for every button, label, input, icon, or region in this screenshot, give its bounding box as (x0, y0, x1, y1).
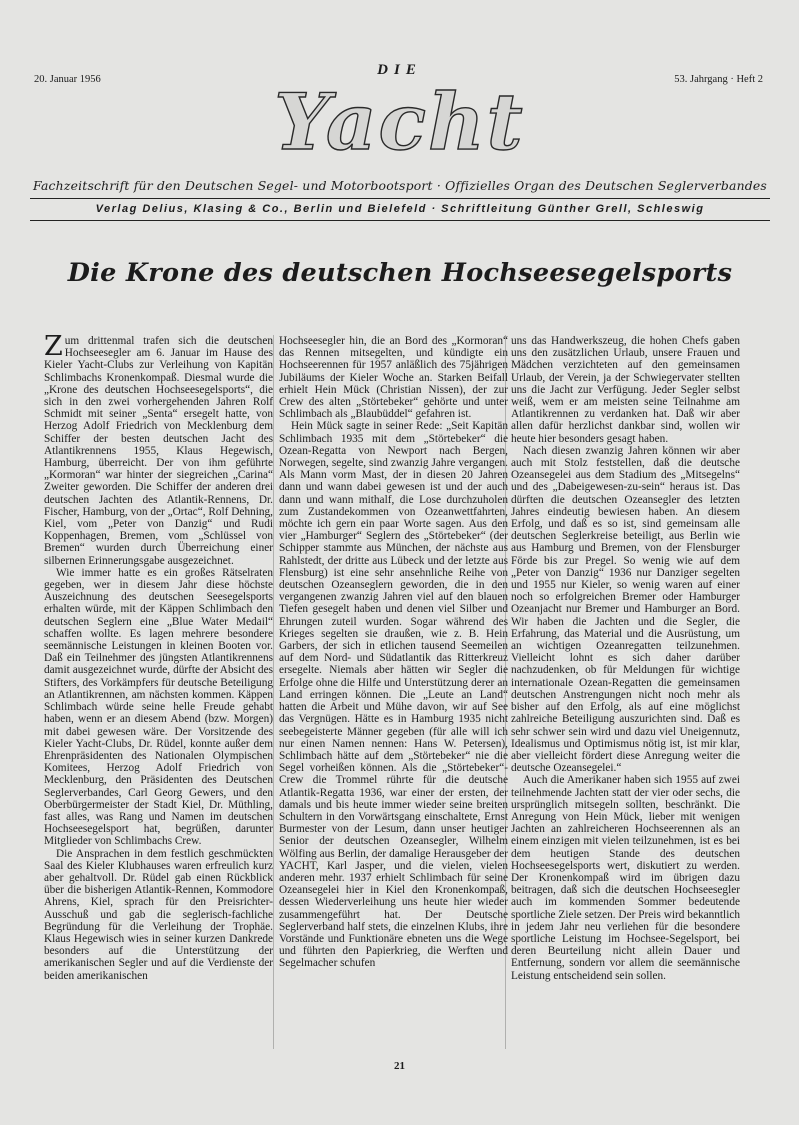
masthead-rule-bottom (30, 220, 770, 221)
masthead-subtitle: Fachzeitschrift für den Deutschen Segel- und Motorbootsport · Offizielles Organ des Deutschen Seglerverbandes (33, 178, 767, 193)
publisher-line: Verlag Delius, Klasing & Co., Berlin und Bielefeld · Schriftleitung Günther Grell, Schleswig (95, 203, 705, 215)
article-paragraph: Die Ansprachen in dem festlich geschmückten Saal des Kieler Klubhauses waren erfreulich kurz aber gehaltvoll. Dr. Rüdel gab einen Rückblick über die bisherigen Atlantik-Rennen, Kommodore Ahrens, Kiel, sprach für den Preisrichter-Ausschuß und gab die seglerisch-fachliche Begründung für die Verleihung der Trophäe. Klaus Hegewisch wies in seiner kurzen Dankrede besonders auf die Unterstützung der amerikanischen Segler und auf die Verdienste der beiden amerikanischen (44, 847, 273, 982)
masthead-logo: Yacht (274, 77, 525, 168)
page-number: 21 (394, 1060, 405, 1072)
article-headline: Die Krone des deutschen Hochseesegelsports (67, 258, 733, 288)
masthead-rule-top (30, 198, 770, 199)
article-paragraph: Hochseesegler hin, die an Bord des „Kormoran“ das Rennen mitsegelten, und kündigte ein Hochseerennen für 1957 anläßlich des 75jährigen Jubiläums der Kieler Woche an. Starken Beifall erhielt Hein Mück (Christian Nissen), der zur Crew des alten „Störtebeker“ gehörte und unter Schlimbach als „Blaubüddel“ gefahren ist. (279, 335, 508, 421)
article-column-3 (511, 335, 740, 982)
drop-cap: Z (44, 331, 63, 362)
article-paragraph: uns das Handwerkszeug, die hohen Chefs gaben uns den zusätzlichen Urlaub, unsere Frauen und Mädchen verzichteten auf den gemeinsamen Urlaub, der Verein, ja der Schwiegervater stellten uns die Jacht zur Verfügung. Jeder Segler selbst weiß, wem er am meisten seine Teilnahme am Atlantikrennen zu verdanken hat. Daß wir aber allen dafür herzlichst dankbar sind, wollen wir heute hier besonders gesagt haben. (511, 335, 740, 445)
article-paragraph: Nach diesen zwanzig Jahren können wir aber auch mit Stolz feststellen, daß die deutsche Ozeansegelei aus dem Stadium des „Mitsegelns“ und des „Dabeigewesen-zu-sein“ heraus ist. Das dürften die deutschen Ozeansegler des letzten Jahres eindeutig bewiesen haben. An diesem Erfolg, und daß es so ist, sind gemeinsam alle deutschen Seglerkreise beteiligt, aus Berlin wie aus Hamburg und Bremen, von der Flensburger Förde bis zur Pregel. So wenig wie auf dem „Peter von Danzig“ 1936 nur Danziger segelten und 1955 nur Kieler, so wenig waren auf einer noch so erfolgreichen Bremer oder Hamburger Ozeanjacht nur Bremer und Hamburger an Bord. Wir haben die Jachten und die Segler, die Erfahrung, das Material und die Ausrüstung, um an wichtigen Ozeanregatten teilzunehmen. Vielleicht lohnt es sich daher darüber nachzudenken, ob für Meldungen für wichtige internationale Ozean-Regatten die gemeinsamen deutschen Anstrengungen nicht noch mehr als bisher auf den Erfolg, als auf eine möglichst zahlreiche Beteiligung auszurichten sind. Daß es sehr schwer sein wird und dazu viel Uneigennutz, Idealismus und Optimismus nötig ist, ist mir klar, aber vielleicht fördert diese Anregung weiter die deutsche Ozeansegelei.“ (511, 444, 740, 775)
issue-number: 53. Jahrgang · Heft 2 (674, 74, 763, 85)
article-paragraph (44, 331, 273, 567)
article-paragraph: Auch die Amerikaner haben sich 1955 auf zwei teilnehmende Jachten statt der vier oder sechs, die ursprünglich mitsegeln sollten, beschränkt. Die Anregung von Hein Mück, lieber mit wenigen Jachten an zahlreicheren Hochseerennen als an einem einzigen mit vielen teilzunehmen, ist es bei dem heutigen Stande des deutschen Hochseesegelsports wert, diskutiert zu werden. Der Kronenkompaß wird im übrigen dazu beitragen, daß sich die deutschen Hochseesegler auch im kommenden Sommer bedeutende sportliche Ziele setzen. Der Preis wird bekanntlich in jedem Jahr neu verliehen für die besondere sportliche Leistung im Hochsee-Segelsport, bei deren Beurteilung nicht allein Dauer und Entfernung, sondern vor allem die seemännische Leistung entscheidend sein sollen. (511, 774, 740, 982)
article-paragraph: Hein Mück sagte in seiner Rede: „Seit Kapitän Schlimbach 1935 mit dem „Störtebeker“ die Ozean-Regatta von Newport nach Bergen, Norwegen, segelte, sind zwanzig Jahre vergangen. Als Mann vorm Mast, der in diesen 20 Jahren dann und wann dabei gewesen ist und der auch dann und wann mithalf, die Lose durchzuholen zum Zustandekommen von Ozeanwettfahrten, möchte ich gern ein paar Worte sagen. Aus den vier „Hamburger“ Seglern des „Störtebeker“ (der Schipper stammte aus München, der nächste aus Rahlstedt, der dritte aus Lübeck und der letzte aus Flensburg) ist eine sehr ansehnliche Reihe von deutschen Ozeanseglern geworden, die in den vergangenen zwanzig Jahren viel auf den blauen Tiefen gesegelt haben und denen viel Silber und Ehrungen zuteil wurden. Sogar während des Krieges segelten sie draußen, wie z. B. Hein Garbers, der sich in etlichen tausend Seemeilen auf dem Nord- und Südatlantik das Ritterkreuz ersegelte. Niemals aber hätten wir Segler die Erfolge ohne die Hilfe und Unterstützung derer an Land erringen können. Die „Leute an Land“ hatten die Arbeit und Mühe davon, wir auf See das Vergnügen. Hätte es in Hamburg 1935 nicht seebegeisterte Männer gegeben (für alle will ich nur einen Namen nennen: Hans W. Petersen), Schlimbach hätte auf dem „Störtebeker“ nie die Segel vorheißen können. Als die „Störtebeker“-Crew die Trommel rührte für die deutsche Atlantik-Regatta 1936, war einer der ersten, der damals und bis heute immer wieder seine breiten Schultern in den Vorwärtsgang einschaltete, Ernst Burmester von der Lesum, dann unser heutiger Senior der deutschen Ozeansegler, Wilhelm Wölfing aus Berlin, der damalige Herausgeber der YACHT, Karl Jasper, und die vielen, vielen anderen mehr. 1937 erhielt Schlimbach für seine Ozeansegelei hier in Kiel den Kronenkompaß, dessen Wiederverleihung uns heute hier wieder zusammengeführt hat. Der Deutsche Seglerverband half stets, die einzelnen Klubs, ihre Vorstände und Funktionäre ebneten uns die Wege und führten den Papierkrieg, die Werften und Segelmacher schufen (279, 420, 508, 970)
article-column-2 (279, 335, 508, 970)
article-paragraph: Wie immer hatte es ein großes Rätselraten gegeben, wer in diesem Jahr diese höchste Auszeichnung des deutschen Seesegelsports erhalten würde, mit der Käppen Schlimbach den deutschen Seglern eine „Blue Water Medail“ schaffen wollte. Es lagen mehrere besondere seemännische Leistungen in kleinen Booten vor. Daß ein Teilnehmer des jüngsten Atlantikrennens damit ausgezeichnet wurde, dürfte der Absicht des Stifters, des Vorkämpfers für deutsche Beteiligung an Atlantikrennen, am nächsten kommen. Käppen Schlimbach würde seine helle Freude gehabt haben, wenn er an diesem Abend (bzw. Morgen) mit dabei gewesen wäre. Der Vorsitzende des Kieler Yacht-Clubs, Dr. Rüdel, konnte außer dem Ehrenpräsidenten des Nationalen Olympischen Komitees, Herzog Adolf Friedrich von Mecklenburg, den Präsidenten des Deutschen Seglerverbandes, Carl Georg Gewers, und den Oberbürgermeister der Stadt Kiel, Dr. Müthling, fast alles, was Rang und Namen im deutschen Hochseesegelsport hat, begrüßen, darunter Mitglieder von Schlimbachs Crew. (44, 566, 273, 848)
column-divider (273, 335, 274, 1049)
article-column-1 (44, 331, 273, 982)
masthead-die: DIE (377, 62, 422, 78)
paragraph-text: um drittenmal trafen sich die deutschen Hochseesegler am 6. Januar im Hause des Kieler Yacht-Clubs zur Verleihung von Kapitän Schlimbachs Kronenkompaß. Diesmal wurde die „Krone des deutschen Hochseesegelsports“, die sich in den zwei vorhergehenden Jahren Rolf Schmidt mit seiner „Senta“ ersegelt hatte, von Herzog Adolf Friedrich von Mecklenburg dem Schiffer der besten deutschen Jacht des Atlantikrennens 1955, Klaus Hegewisch, Hamburg, überreicht. Der von ihm geführte „Kormoran“ war hinter der siegreichen „Carina“ Zweiter geworden. Die Schiffer der anderen drei deutschen Jachten des Atlantik-Rennens, Dr. Fischer, Hamburg, von der „Ortac“, Rolf Dehning, Kiel, vom „Peter von Danzig“ und Rudi Koppenhagen, Bremen, vom „Schlüssel von Bremen“ wurden durch Überreichung einer silbernen Erinnerungsgabe ausgezeichnet. (44, 335, 273, 567)
issue-date: 20. Januar 1956 (34, 74, 101, 85)
